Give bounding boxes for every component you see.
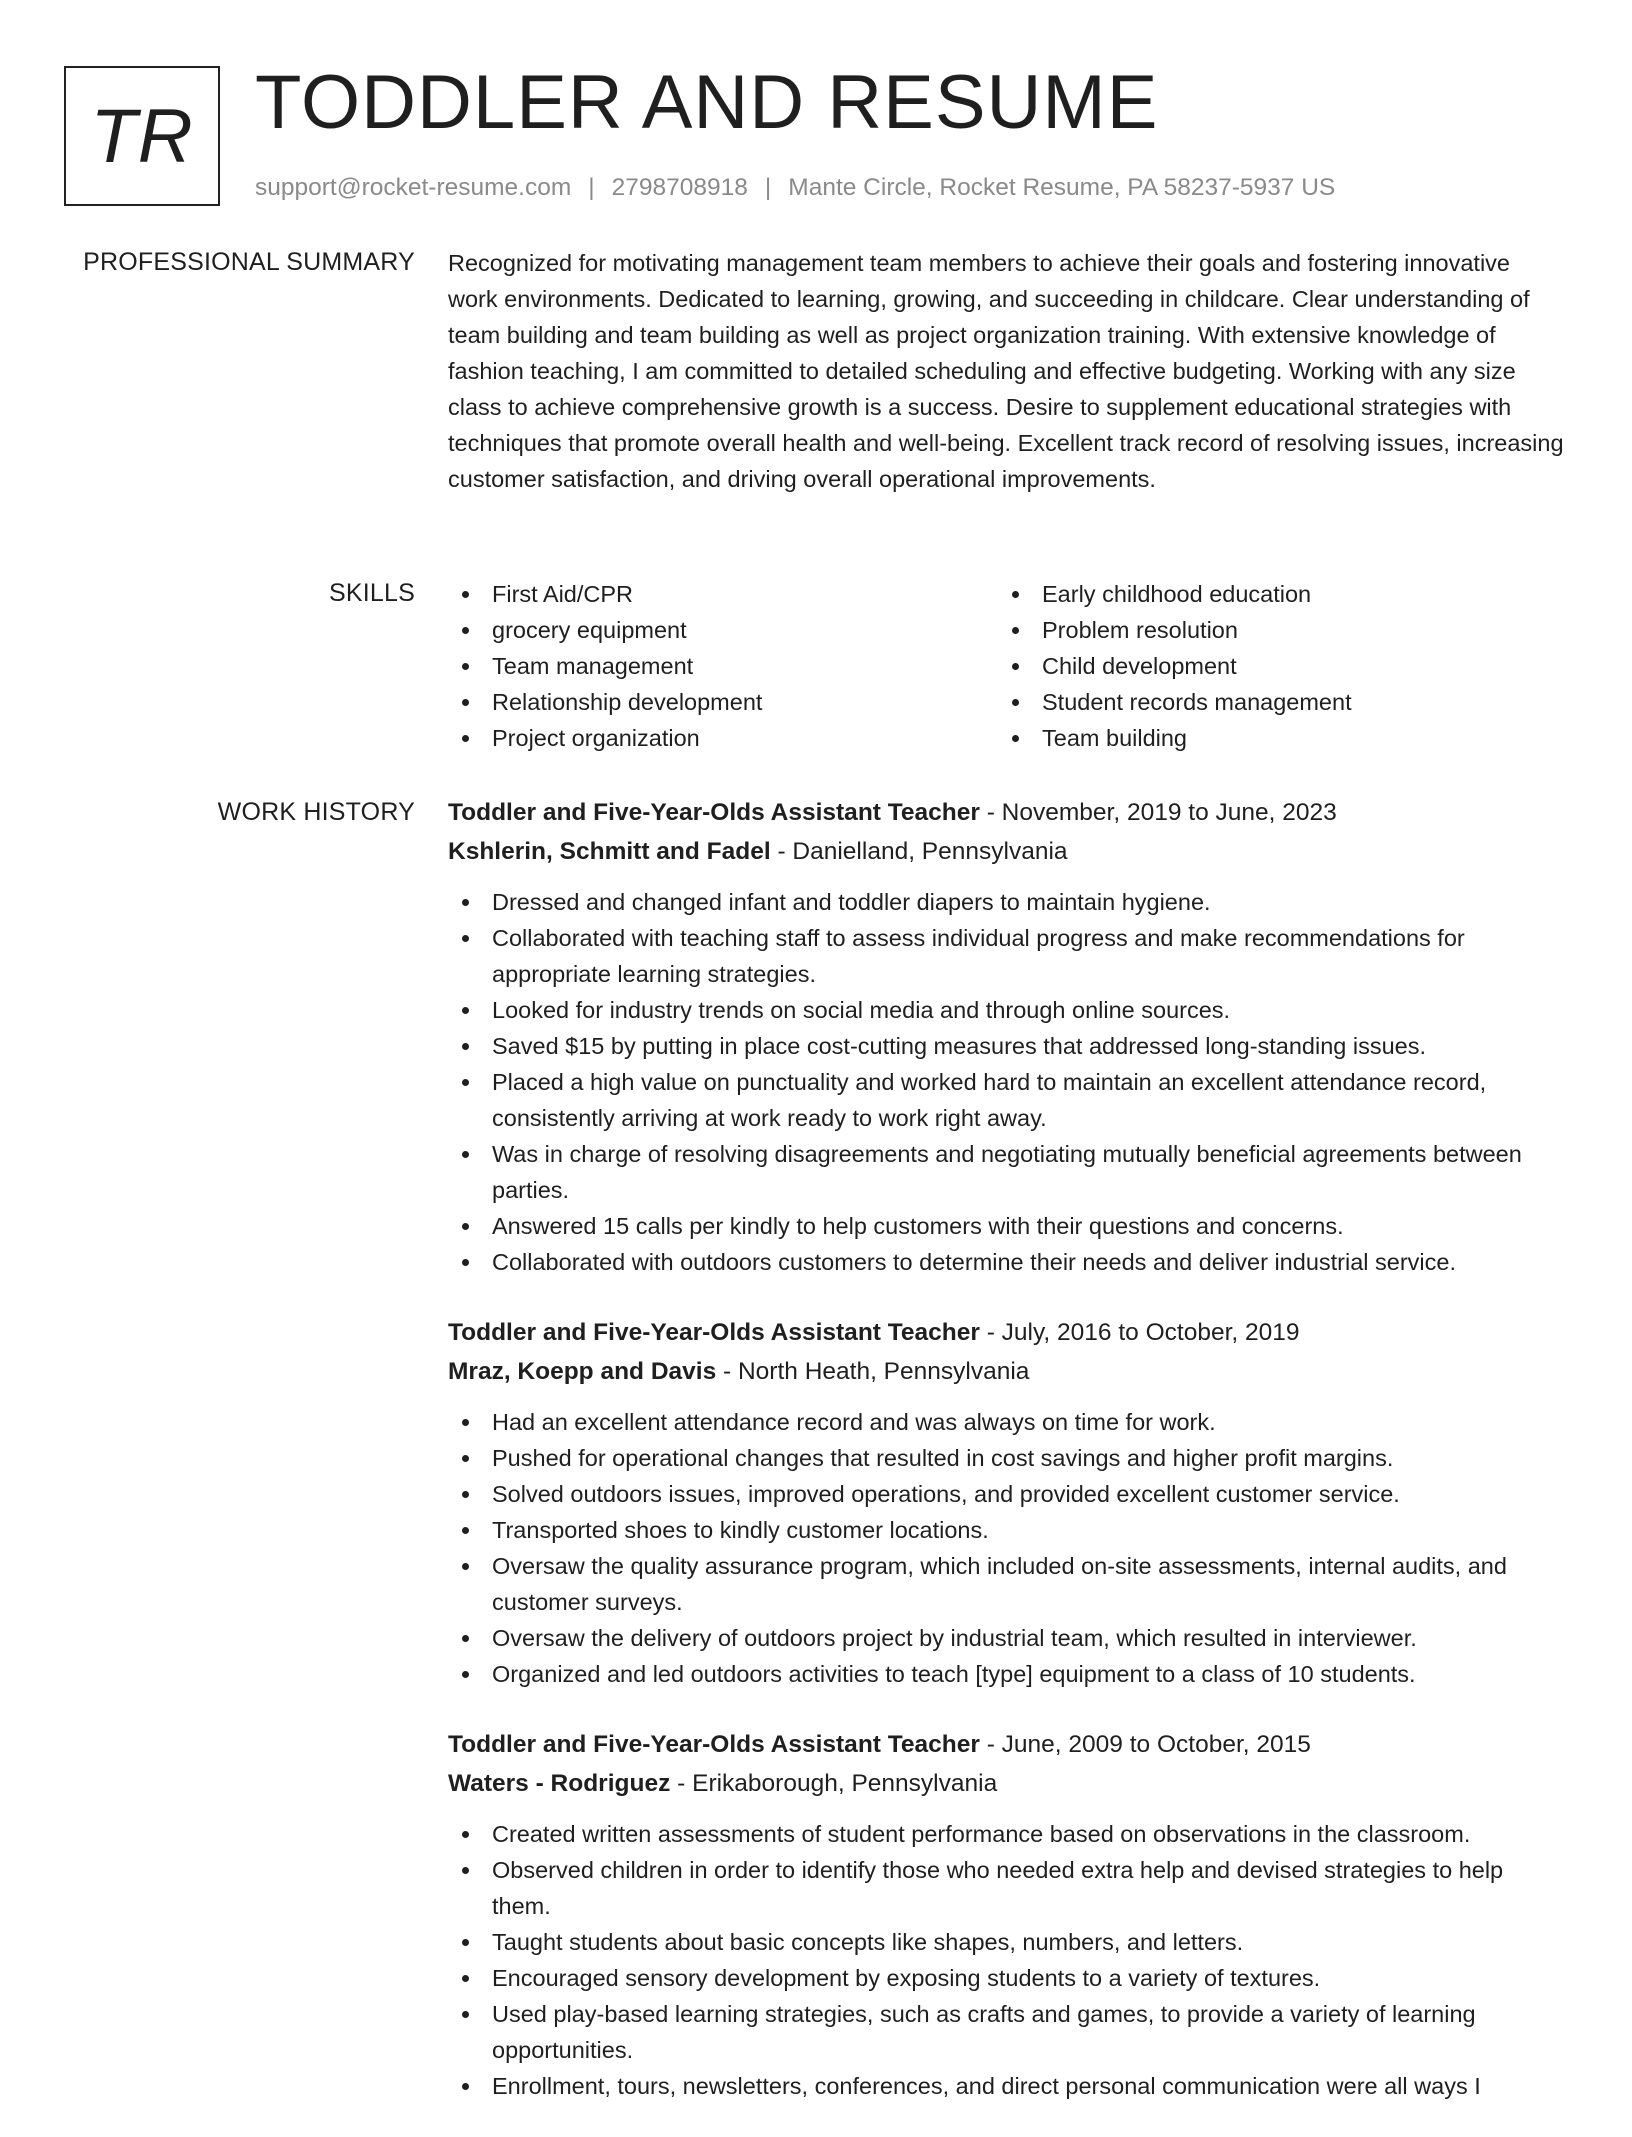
job-title-line	[448, 1725, 1566, 1764]
job-company-line	[448, 1764, 1566, 1803]
job-bullet: Pushed for operational changes that resulted in cost savings and higher profit margins.	[448, 1440, 1566, 1476]
job-entry	[448, 1725, 1566, 2104]
skills-column-left	[448, 576, 998, 756]
job-bullet: Enrollment, tours, newsletters, conferences, and direct personal communication were all ways I	[448, 2068, 1566, 2104]
job-bullet: Oversaw the quality assurance program, which included on-site assessments, internal audits, and customer surveys.	[448, 1548, 1566, 1620]
monogram-initials: TR	[90, 93, 194, 179]
job-dates: - November, 2019 to June, 2023	[979, 799, 1337, 826]
job-bullet: Collaborated with teaching staff to assess individual progress and make recommendations for appropriate learning strategies.	[448, 920, 1566, 992]
contact-line	[255, 174, 1335, 202]
skill-item: Relationship development	[448, 684, 998, 720]
monogram-box	[64, 66, 220, 206]
job-location: - Erikaborough, Pennsylvania	[670, 1770, 998, 1797]
skill-item: First Aid/CPR	[448, 576, 998, 612]
job-bullet: Taught students about basic concepts like shapes, numbers, and letters.	[448, 1924, 1566, 1960]
skill-item: grocery equipment	[448, 612, 998, 648]
job-company: Waters - Rodriguez	[448, 1770, 671, 1797]
job-role: Toddler and Five-Year-Olds Assistant Teacher	[448, 799, 980, 826]
job-bullet: Looked for industry trends on social media and through online sources.	[448, 992, 1566, 1028]
job-bullet: Answered 15 calls per kindly to help customers with their questions and concerns.	[448, 1208, 1566, 1244]
summary-heading: PROFESSIONAL SUMMARY	[83, 248, 415, 276]
work-history-heading: WORK HISTORY	[217, 798, 415, 826]
contact-email[interactable]: support@rocket-resume.com	[255, 174, 572, 201]
skill-item: Project organization	[448, 720, 998, 756]
job-title-line	[448, 793, 1566, 832]
job-dates: - June, 2009 to October, 2015	[979, 1731, 1311, 1758]
job-title-line	[448, 1313, 1566, 1352]
job-bullet: Encouraged sensory development by exposing students to a variety of textures.	[448, 1960, 1566, 1996]
job-role: Toddler and Five-Year-Olds Assistant Teacher	[448, 1731, 980, 1758]
job-company: Kshlerin, Schmitt and Fadel	[448, 838, 771, 865]
skill-item: Student records management	[998, 684, 1548, 720]
job-bullet: Had an excellent attendance record and was always on time for work.	[448, 1404, 1566, 1440]
job-bullet: Oversaw the delivery of outdoors project by industrial team, which resulted in interviewer.	[448, 1620, 1566, 1656]
job-bullet: Placed a high value on punctuality and worked hard to maintain an excellent attendance record, consistently arriving at work ready to work right away.	[448, 1064, 1566, 1136]
skills-grid	[448, 576, 1566, 756]
job-list	[448, 793, 1566, 2137]
job-bullet: Transported shoes to kindly customer locations.	[448, 1512, 1566, 1548]
job-bullet: Collaborated with outdoors customers to determine their needs and deliver industrial service.	[448, 1244, 1566, 1280]
skill-item: Child development	[998, 648, 1548, 684]
job-bullet: Dressed and changed infant and toddler diapers to maintain hygiene.	[448, 884, 1566, 920]
job-bullet: Saved $15 by putting in place cost-cutting measures that addressed long-standing issues.	[448, 1028, 1566, 1064]
job-entry	[448, 1313, 1566, 1692]
contact-phone[interactable]: 2798708918	[611, 174, 748, 201]
resume-header	[0, 0, 1632, 230]
skills-heading: SKILLS	[329, 579, 415, 607]
job-bullet: Observed children in order to identify those who needed extra help and devised strategies to help them.	[448, 1852, 1566, 1924]
job-bullets	[448, 1816, 1566, 2104]
job-dates: - July, 2016 to October, 2019	[979, 1319, 1300, 1346]
job-bullets	[448, 1404, 1566, 1692]
job-company: Mraz, Koepp and Davis	[448, 1358, 717, 1385]
job-bullet: Organized and led outdoors activities to teach [type] equipment to a class of 10 students.	[448, 1656, 1566, 1692]
job-company-line	[448, 832, 1566, 871]
skills-column-right	[998, 576, 1548, 756]
job-role: Toddler and Five-Year-Olds Assistant Teacher	[448, 1319, 980, 1346]
job-bullet: Created written assessments of student performance based on observations in the classroom.	[448, 1816, 1566, 1852]
candidate-name: TODDLER AND RESUME	[255, 60, 1159, 145]
job-location: - North Heath, Pennsylvania	[716, 1358, 1030, 1385]
contact-separator: |	[764, 174, 772, 201]
job-bullet: Was in charge of resolving disagreements and negotiating mutually beneficial agreements between parties.	[448, 1136, 1566, 1208]
job-bullet: Solved outdoors issues, improved operations, and provided excellent customer service.	[448, 1476, 1566, 1512]
skill-item: Problem resolution	[998, 612, 1548, 648]
job-location: - Danielland, Pennsylvania	[770, 838, 1068, 865]
contact-address: Mante Circle, Rocket Resume, PA 58237-5937 US	[788, 174, 1336, 201]
job-company-line	[448, 1352, 1566, 1391]
contact-separator: |	[588, 174, 595, 201]
skill-item: Team building	[998, 720, 1548, 756]
job-entry	[448, 793, 1566, 1280]
skill-item: Team management	[448, 648, 998, 684]
job-bullet: Used play-based learning strategies, such as crafts and games, to provide a variety of learning opportunities.	[448, 1996, 1566, 2068]
job-bullets	[448, 884, 1566, 1280]
skill-item: Early childhood education	[998, 576, 1548, 612]
summary-text: Recognized for motivating management team members to achieve their goals and fostering innovative work environments. Dedicated to learning, growing, and succeeding in childcare. Clear understanding of team building and team building as well as project organization training. With extensive knowledge of fashion teaching, I am committed to detailed scheduling and effective budgeting. Working with any size class to achieve comprehensive growth is a success. Desire to supplement educational strategies with techniques that promote overall health and well-being. Excellent track record of resolving issues, increasing customer satisfaction, and driving overall operational improvements.	[448, 250, 1564, 492]
